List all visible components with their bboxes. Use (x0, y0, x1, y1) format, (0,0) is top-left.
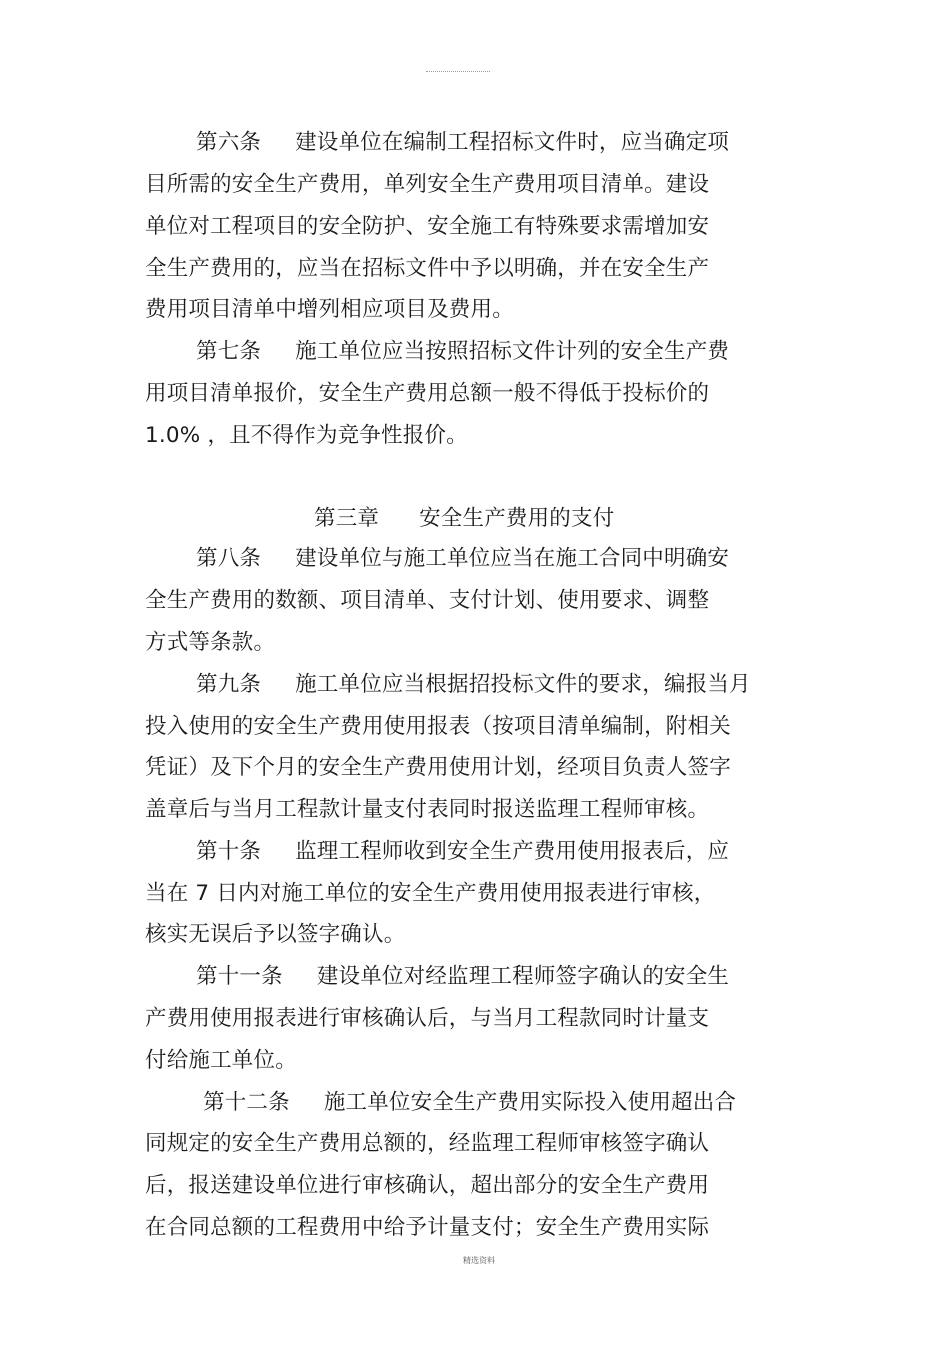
article-8-line-2: 全生产费用的数额、项目清单、支付计划、使用要求、调整 (145, 588, 710, 613)
article-11-line-2: 产费用使用报表进行审核确认后，与当月工程款同时计量支 (145, 1006, 710, 1031)
article-10-heading: 第十条 (196, 839, 262, 864)
article-9-line-3: 凭证）及下个月的安全生产费用使用计划，经项目负责人签字 (145, 755, 731, 780)
article-6-heading: 第六条 (196, 130, 262, 155)
article-8-line-3: 方式等条款。 (145, 630, 276, 655)
article-9-line-2: 投入使用的安全生产费用使用报表（按项目清单编制，附相关 (145, 714, 731, 739)
article-10-line-3: 核实无误后予以签字确认。 (145, 922, 406, 947)
article-10-line-2: 当在 7 日内对施工单位的安全生产费用使用报表进行审核， (145, 881, 716, 906)
article-11-line-3: 付给施工单位。 (145, 1048, 297, 1073)
article-6-line-4: 全生产费用的，应当在招标文件中予以明确，并在安全生产 (145, 256, 710, 281)
article-11-heading: 第十一条 (196, 964, 283, 989)
chapter-heading (314, 504, 614, 534)
chapter-title: 安全生产费用的支付 (419, 506, 615, 531)
article-12-line-4: 在合同总额的工程费用中给予计量支付；安全生产费用实际 (145, 1215, 710, 1240)
article-9-line-1: 第九条 施工单位应当根据招投标文件的要求，编报当月 (196, 670, 751, 700)
article-7-line-2: 用项目清单报价，安全生产费用总额一般不得低于投标价的 (145, 381, 710, 406)
article-12-line-2: 同规定的安全生产费用总额的，经监理工程师审核签字确认 (145, 1131, 710, 1156)
article-7-line-1: 第七条 施工单位应当按照招标文件计列的安全生产费 (196, 337, 729, 367)
article-10-line-1: 第十条 监理工程师收到安全生产费用使用报表后，应 (196, 837, 729, 867)
article-9-heading: 第九条 (196, 672, 262, 697)
article-6-line-1: 第六条 建设单位在编制工程招标文件时，应当确定项 (196, 128, 729, 158)
article-6-line-5: 费用项目清单中增列相应项目及费用。 (145, 297, 514, 322)
article-12-line-3: 后，报送建设单位进行审核确认，超出部分的安全生产费用 (145, 1173, 710, 1198)
article-8-heading: 第八条 (196, 546, 262, 571)
article-6-line-3: 单位对工程项目的安全防护、安全施工有特殊要求需增加安 (145, 214, 710, 239)
page-footer: 精选资料 (463, 1256, 495, 1265)
chapter-label: 第三章 (314, 506, 380, 531)
article-7-line-3: 1.0% ，且不得作为竞争性报价。 (145, 423, 468, 448)
header-rule (426, 71, 490, 72)
article-11-line-1: 第十一条 建设单位对经监理工程师签字确认的安全生 (196, 962, 729, 992)
article-8-line-1: 第八条 建设单位与施工单位应当在施工合同中明确安 (196, 544, 729, 574)
article-9-line-4: 盖章后与当月工程款计量支付表同时报送监理工程师审核。 (145, 797, 710, 822)
article-12-line-1: 第十二条 施工单位安全生产费用实际投入使用超出合 (203, 1088, 736, 1118)
article-12-heading: 第十二条 (203, 1090, 290, 1115)
article-7-heading: 第七条 (196, 339, 262, 364)
article-6-line-2: 目所需的安全生产费用，单列安全生产费用项目清单。建设 (145, 172, 710, 197)
